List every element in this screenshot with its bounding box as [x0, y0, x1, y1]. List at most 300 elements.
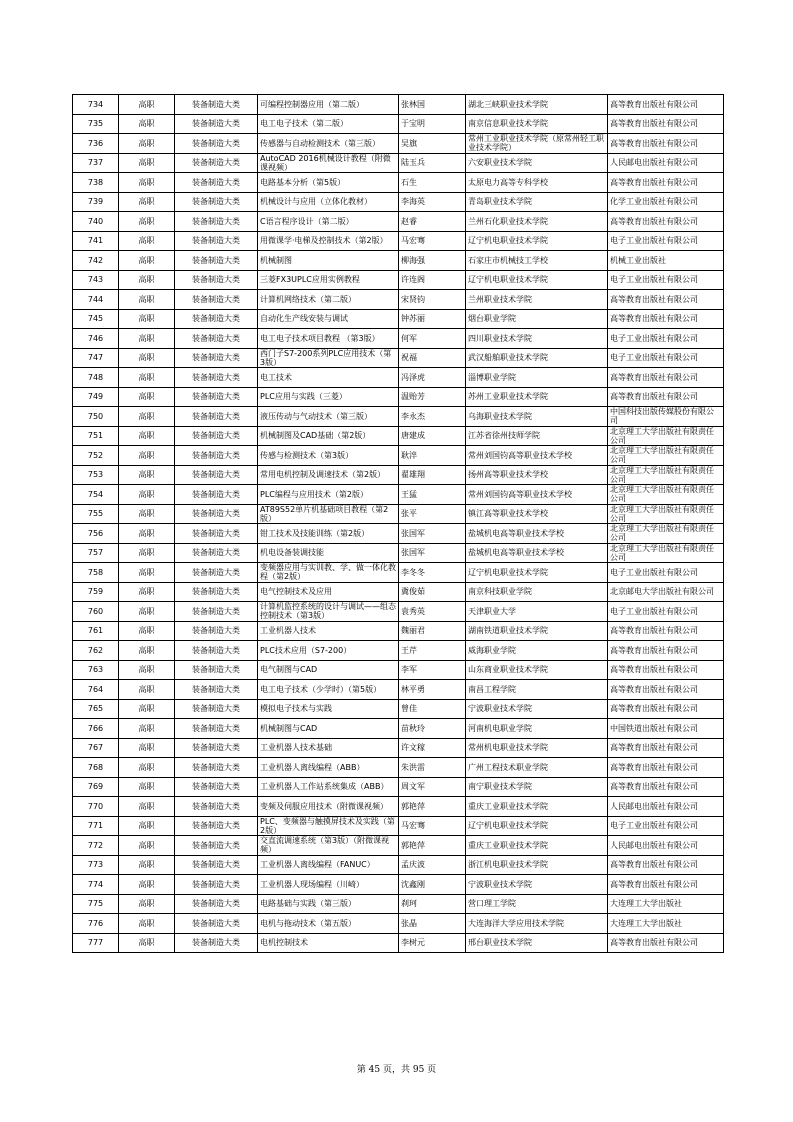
cell-level	[119, 680, 175, 700]
cell-number-text: 753	[87, 470, 104, 480]
cell-author	[399, 251, 466, 271]
cell-level-text: 高职	[138, 938, 155, 948]
cell-number	[73, 660, 119, 680]
cell-school-text: 河南机电职业学院	[468, 723, 532, 733]
cell-title-text: PLC技术应用（S7-200）	[260, 645, 352, 655]
cell-number-text: 758	[87, 567, 104, 577]
cell-level-text: 高职	[138, 665, 155, 675]
table-row	[73, 348, 724, 368]
cell-number	[73, 777, 119, 797]
cell-school-text: 湖南铁道职业技术学院	[468, 626, 548, 636]
cell-author	[399, 485, 466, 505]
cell-number	[73, 894, 119, 914]
cell-publisher	[608, 192, 724, 212]
cell-category	[175, 582, 258, 602]
cell-number	[73, 641, 119, 661]
cell-number-text: 776	[87, 918, 104, 928]
cell-category-text: 装备制造大类	[192, 918, 240, 928]
table-row	[73, 914, 724, 934]
cell-category-text: 装备制造大类	[192, 372, 240, 382]
cell-title-text: 工业机器人技术基础	[260, 743, 332, 753]
cell-number	[73, 933, 119, 953]
cell-school-text: 广州工程技术职业学院	[468, 762, 548, 772]
cell-category	[175, 836, 258, 856]
table-row	[73, 875, 724, 895]
cell-number-text: 774	[87, 879, 104, 889]
cell-publisher	[608, 114, 724, 134]
cell-category-text: 装备制造大类	[192, 489, 240, 499]
cell-author-text: 宋贤钧	[401, 294, 425, 304]
cell-school-text: 重庆工业职业技术学院	[468, 840, 548, 850]
cell-publisher-text: 大连理工大学出版社	[610, 918, 682, 928]
cell-number	[73, 738, 119, 758]
cell-school-text: 宁波职业技术学院	[468, 704, 532, 714]
cell-level-text: 高职	[138, 216, 155, 226]
table-row	[73, 621, 724, 641]
cell-school	[466, 368, 608, 388]
cell-number	[73, 914, 119, 934]
cell-author-text: 马宏骞	[401, 236, 425, 246]
cell-title	[258, 504, 399, 524]
cell-author	[399, 524, 466, 544]
cell-school	[466, 777, 608, 797]
cell-school-text: 威海职业学院	[468, 645, 516, 655]
cell-school-text: 常州刘国钧高等职业技术学校	[468, 489, 572, 499]
cell-publisher-text: 北京理工大学出版社有限责任公司	[610, 446, 714, 465]
cell-school	[466, 621, 608, 641]
cell-publisher	[608, 582, 724, 602]
cell-title	[258, 582, 399, 602]
textbook-list-table	[72, 94, 724, 953]
cell-school-text: 盐城机电高等职业技术学校	[468, 528, 564, 538]
cell-level-text: 高职	[138, 138, 155, 148]
table-row	[73, 251, 724, 271]
cell-publisher-text: 电子工业出版社有限公司	[610, 353, 698, 363]
cell-school-text: 浙江机电职业技术学院	[468, 860, 548, 870]
cell-title	[258, 446, 399, 466]
cell-number-text: 763	[87, 665, 104, 675]
cell-level	[119, 563, 175, 583]
table-row	[73, 134, 724, 154]
cell-category	[175, 797, 258, 817]
cell-level	[119, 641, 175, 661]
cell-school-text: 盐城机电高等职业技术学校	[468, 548, 564, 558]
cell-category	[175, 134, 258, 154]
cell-school-text: 青岛职业技术学院	[468, 197, 532, 207]
cell-level-text: 高职	[138, 450, 155, 460]
table-row	[73, 114, 724, 134]
cell-publisher	[608, 387, 724, 407]
cell-title	[258, 777, 399, 797]
cell-author	[399, 426, 466, 446]
cell-publisher-text: 人民邮电出版社有限公司	[610, 158, 698, 168]
cell-publisher-text: 北京理工大学出版社有限责任公司	[610, 426, 714, 445]
cell-number-text: 754	[87, 489, 104, 499]
cell-title	[258, 563, 399, 583]
cell-level	[119, 270, 175, 290]
cell-category	[175, 387, 258, 407]
cell-publisher	[608, 933, 724, 953]
cell-level	[119, 836, 175, 856]
cell-publisher-text: 高等教育出版社有限公司	[610, 782, 698, 792]
cell-category	[175, 446, 258, 466]
cell-school-text: 山东商业职业技术学院	[468, 665, 548, 675]
cell-title	[258, 212, 399, 232]
page-footer: 第 45 页，共 95 页	[356, 1065, 437, 1075]
cell-level-text: 高职	[138, 255, 155, 265]
cell-school-text: 辽宁机电职业技术学院	[468, 236, 548, 246]
cell-category	[175, 543, 258, 563]
cell-title-text: 机械制图及CAD基础（第2版）	[260, 431, 371, 441]
cell-number	[73, 309, 119, 329]
cell-publisher-text: 中国科技出版传媒股份有限公司	[610, 407, 714, 426]
cell-number	[73, 875, 119, 895]
cell-publisher-text: 电子工业出版社有限公司	[610, 821, 698, 831]
cell-title	[258, 524, 399, 544]
cell-title	[258, 153, 399, 173]
cell-publisher-text: 中国铁道出版社有限公司	[610, 723, 698, 733]
cell-publisher-text: 高等教育出版社有限公司	[610, 119, 698, 129]
cell-author-text: 李军	[401, 665, 417, 675]
table-body	[73, 95, 724, 953]
cell-publisher	[608, 153, 724, 173]
cell-title-text: C语言程序设计（第二版）	[260, 216, 354, 226]
cell-author-text: 马宏骞	[401, 821, 425, 831]
cell-category-text: 装备制造大类	[192, 216, 240, 226]
cell-publisher-text: 高等教育出版社有限公司	[610, 684, 698, 694]
cell-number-text: 770	[87, 801, 104, 811]
table-row	[73, 836, 724, 856]
cell-number-text: 751	[87, 431, 104, 441]
cell-author	[399, 894, 466, 914]
cell-school	[466, 738, 608, 758]
cell-author-text: 吴旗	[401, 138, 417, 148]
cell-school-text: 烟台职业学院	[468, 314, 516, 324]
cell-number-text: 752	[87, 450, 104, 460]
table-row	[73, 290, 724, 310]
cell-title-text: 机械制图	[260, 255, 292, 265]
table-row	[73, 660, 724, 680]
cell-school-text: 太原电力高等专科学校	[468, 177, 548, 187]
cell-author	[399, 914, 466, 934]
cell-title	[258, 621, 399, 641]
table-row	[73, 192, 724, 212]
cell-title	[258, 719, 399, 739]
cell-number-text: 765	[87, 704, 104, 714]
cell-title	[258, 933, 399, 953]
cell-author	[399, 212, 466, 232]
cell-author-text: 刹珂	[401, 899, 417, 909]
cell-school-text: 南京信息职业技术学院	[468, 119, 548, 129]
table-row	[73, 543, 724, 563]
cell-category-text: 装备制造大类	[192, 411, 240, 421]
cell-publisher-text: 化学工业出版社有限公司	[610, 197, 698, 207]
cell-number-text: 739	[87, 197, 104, 207]
cell-publisher	[608, 875, 724, 895]
cell-category-text: 装备制造大类	[192, 626, 240, 636]
cell-level	[119, 251, 175, 271]
cell-title-text: 电路基础与实践（第三版）	[260, 899, 356, 909]
cell-category	[175, 173, 258, 193]
cell-publisher-text: 电子工业出版社有限公司	[610, 333, 698, 343]
cell-author-text: 朱洪雷	[401, 762, 425, 772]
cell-author	[399, 329, 466, 349]
cell-school	[466, 914, 608, 934]
cell-category-text: 装备制造大类	[192, 665, 240, 675]
cell-category-text: 装备制造大类	[192, 743, 240, 753]
cell-number-text: 740	[87, 216, 104, 226]
cell-level-text: 高职	[138, 645, 155, 655]
cell-publisher-text: 高等教育出版社有限公司	[610, 294, 698, 304]
cell-category-text: 装备制造大类	[192, 723, 240, 733]
cell-level-text: 高职	[138, 275, 155, 285]
cell-number-text: 768	[87, 762, 104, 772]
cell-author	[399, 465, 466, 485]
cell-number	[73, 212, 119, 232]
cell-level	[119, 173, 175, 193]
table-row	[73, 329, 724, 349]
cell-number	[73, 485, 119, 505]
cell-title	[258, 602, 399, 622]
table-row	[73, 719, 724, 739]
cell-author	[399, 270, 466, 290]
cell-category-text: 装备制造大类	[192, 899, 240, 909]
cell-number	[73, 524, 119, 544]
cell-author-text: 赵睿	[401, 216, 417, 226]
cell-number	[73, 153, 119, 173]
cell-category	[175, 251, 258, 271]
table-row	[73, 641, 724, 661]
cell-author-text: 陆玉兵	[401, 158, 425, 168]
cell-number-text: 749	[87, 392, 104, 402]
cell-school-text: 邢台职业技术学院	[468, 938, 532, 948]
table-row	[73, 797, 724, 817]
cell-category-text: 装备制造大类	[192, 470, 240, 480]
cell-title-text: 电机控制技术	[260, 938, 308, 948]
cell-title	[258, 543, 399, 563]
cell-title-text: 计算机监控系统的设计与调试——组态控制技术（第3版）	[260, 602, 396, 621]
cell-publisher	[608, 465, 724, 485]
cell-category	[175, 368, 258, 388]
cell-school	[466, 134, 608, 154]
cell-publisher-text: 电子工业出版社有限公司	[610, 275, 698, 285]
cell-publisher-text: 高等教育出版社有限公司	[610, 314, 698, 324]
cell-publisher	[608, 680, 724, 700]
cell-publisher	[608, 816, 724, 836]
cell-title-text: 模拟电子技术与实践	[260, 704, 332, 714]
cell-school	[466, 465, 608, 485]
cell-publisher	[608, 797, 724, 817]
table-row	[73, 758, 724, 778]
cell-title	[258, 231, 399, 251]
cell-category-text: 装备制造大类	[192, 392, 240, 402]
cell-author	[399, 855, 466, 875]
cell-title-text: 自动化生产线安装与调试	[260, 314, 348, 324]
cell-title	[258, 641, 399, 661]
cell-number-text: 759	[87, 587, 104, 597]
cell-category	[175, 738, 258, 758]
cell-author	[399, 348, 466, 368]
cell-author-text: 张国军	[401, 528, 425, 538]
cell-number-text: 772	[87, 840, 104, 850]
cell-level	[119, 543, 175, 563]
cell-publisher-text: 高等教育出版社有限公司	[610, 665, 698, 675]
cell-level	[119, 719, 175, 739]
cell-publisher-text: 大连理工大学出版社	[610, 899, 682, 909]
cell-publisher-text: 高等教育出版社有限公司	[610, 177, 698, 187]
cell-publisher	[608, 309, 724, 329]
cell-level-text: 高职	[138, 353, 155, 363]
cell-level	[119, 660, 175, 680]
cell-number-text: 741	[87, 236, 104, 246]
cell-category	[175, 855, 258, 875]
cell-title	[258, 426, 399, 446]
cell-number	[73, 368, 119, 388]
cell-title-text: 用微课学·电梯及控制技术（第2版）	[260, 236, 388, 246]
cell-title-text: 电工电子技术项目教程 （第3版）	[260, 333, 380, 343]
cell-number-text: 771	[87, 821, 104, 831]
table-row	[73, 582, 724, 602]
cell-level	[119, 894, 175, 914]
cell-publisher	[608, 368, 724, 388]
cell-category	[175, 231, 258, 251]
cell-author	[399, 563, 466, 583]
cell-level-text: 高职	[138, 684, 155, 694]
cell-title-text: 变频器应用与实训教、学、做一体化教程（第2版）	[260, 563, 396, 582]
cell-school	[466, 504, 608, 524]
cell-level	[119, 875, 175, 895]
cell-category	[175, 641, 258, 661]
cell-category	[175, 524, 258, 544]
cell-number-text: 757	[87, 548, 104, 558]
cell-school-text: 大连海洋大学应用技术学院	[468, 918, 564, 928]
cell-title	[258, 758, 399, 778]
cell-title-text: 三菱FX3UPLC应用实例教程	[260, 275, 360, 285]
cell-school	[466, 563, 608, 583]
cell-author	[399, 446, 466, 466]
cell-category-text: 装备制造大类	[192, 99, 240, 109]
cell-publisher-text: 北京理工大学出版社有限责任公司	[610, 524, 714, 543]
cell-level	[119, 95, 175, 115]
cell-category	[175, 426, 258, 446]
cell-author-text: 袁秀英	[401, 606, 425, 616]
cell-publisher	[608, 621, 724, 641]
table-row	[73, 95, 724, 115]
cell-author	[399, 875, 466, 895]
table-row	[73, 680, 724, 700]
cell-number-text: 762	[87, 645, 104, 655]
cell-title-text: 机电设备装调技能	[260, 548, 324, 558]
cell-level-text: 高职	[138, 743, 155, 753]
cell-number-text: 743	[87, 275, 104, 285]
cell-school-text: 营口理工学院	[468, 899, 516, 909]
cell-category-text: 装备制造大类	[192, 236, 240, 246]
cell-title-text: 工业机器人技术	[260, 626, 316, 636]
cell-author-text: 张林国	[401, 99, 425, 109]
cell-author-text: 郭艳萍	[401, 840, 425, 850]
cell-number	[73, 348, 119, 368]
cell-title-text: 计算机网络技术（第二版）	[260, 294, 356, 304]
cell-number-text: 761	[87, 626, 104, 636]
cell-title	[258, 114, 399, 134]
cell-author	[399, 309, 466, 329]
cell-author-text: 张国军	[401, 548, 425, 558]
table-row	[73, 524, 724, 544]
cell-number-text: 735	[87, 119, 104, 129]
cell-title	[258, 407, 399, 427]
cell-number	[73, 426, 119, 446]
cell-number	[73, 680, 119, 700]
cell-author	[399, 699, 466, 719]
cell-title-text: 可编程控制器应用（第二版）	[260, 99, 364, 109]
cell-level-text: 高职	[138, 860, 155, 870]
cell-category-text: 装备制造大类	[192, 587, 240, 597]
cell-title	[258, 134, 399, 154]
cell-school-text: 南昌工程学院	[468, 684, 516, 694]
cell-level	[119, 387, 175, 407]
cell-level-text: 高职	[138, 158, 155, 168]
cell-level-text: 高职	[138, 431, 155, 441]
cell-author-text: 冯泽虎	[401, 372, 425, 382]
cell-school	[466, 543, 608, 563]
cell-level	[119, 621, 175, 641]
cell-school	[466, 407, 608, 427]
cell-level-text: 高职	[138, 392, 155, 402]
cell-title-text: 液压传动与气动技术（第三版）	[260, 411, 372, 421]
cell-author	[399, 95, 466, 115]
cell-level-text: 高职	[138, 509, 155, 519]
table-row	[73, 504, 724, 524]
cell-author	[399, 582, 466, 602]
cell-author	[399, 407, 466, 427]
cell-category	[175, 680, 258, 700]
cell-number	[73, 407, 119, 427]
cell-number-text: 769	[87, 782, 104, 792]
cell-title-text: 工业机器人现场编程（川崎）	[260, 879, 364, 889]
cell-level-text: 高职	[138, 314, 155, 324]
cell-level	[119, 699, 175, 719]
cell-school-text: 镇江高等职业技术学校	[468, 509, 548, 519]
cell-publisher	[608, 602, 724, 622]
cell-title-text: AutoCAD 2016机械设计教程（附微课视频）	[260, 153, 391, 172]
cell-number	[73, 95, 119, 115]
cell-number-text: 760	[87, 606, 104, 616]
cell-number-text: 738	[87, 177, 104, 187]
cell-title	[258, 387, 399, 407]
cell-author-text: 许文稼	[401, 743, 425, 753]
cell-category	[175, 699, 258, 719]
cell-publisher-text: 北京理工大学出版社有限责任公司	[610, 465, 714, 484]
cell-category-text: 装备制造大类	[192, 840, 240, 850]
table-row	[73, 173, 724, 193]
cell-school	[466, 875, 608, 895]
cell-category	[175, 894, 258, 914]
cell-title	[258, 95, 399, 115]
cell-title-text: PLC编程与应用技术（第2版）	[260, 489, 368, 499]
cell-publisher-text: 高等教育出版社有限公司	[610, 938, 698, 948]
cell-title-text: 机械制图与CAD	[260, 723, 318, 733]
cell-publisher-text: 高等教育出版社有限公司	[610, 392, 698, 402]
cell-category	[175, 602, 258, 622]
cell-level	[119, 602, 175, 622]
cell-level-text: 高职	[138, 840, 155, 850]
cell-title	[258, 816, 399, 836]
cell-level	[119, 231, 175, 251]
cell-school	[466, 153, 608, 173]
cell-school	[466, 660, 608, 680]
cell-author	[399, 173, 466, 193]
cell-school-text: 苏州工业职业技术学院	[468, 392, 548, 402]
